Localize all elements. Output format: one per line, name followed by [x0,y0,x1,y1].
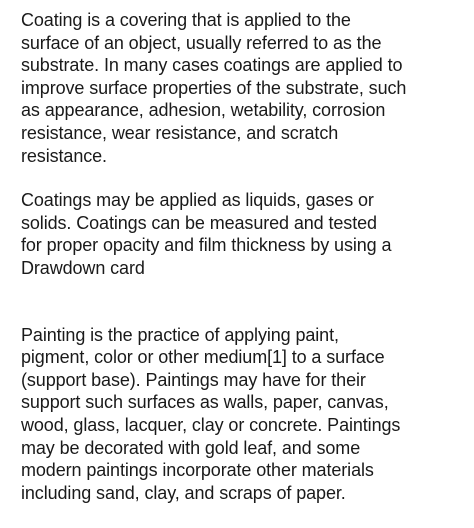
paragraph-coating-definition: Coating is a covering that is applied to the surface of an object, usually referred to as the substrate. In many cases coatings are applied to improve surface properties of the substrate, such as appearance, adhesion, wetability, corrosion resistance, wear resistance, and scratch resistance. [21,10,407,166]
paragraph-painting-definition: Painting is the practice of applying paint, pigment, color or other medium[1] to a surface (support base). Paintings may have for their support such surfaces as walls, paper, canvas, wood, glass, lacquer, clay or concrete. Paintings may be decorated with gold leaf, and some modern paintings incorporate other materials including sand, clay, and scraps of paper. [21,324,401,503]
paragraph-coating-application: Coatings may be applied as liquids, gases or solids. Coatings can be measured and tested for proper opacity and film thickness by using a Drawdown card [21,190,392,278]
document-body [21,9,471,504]
